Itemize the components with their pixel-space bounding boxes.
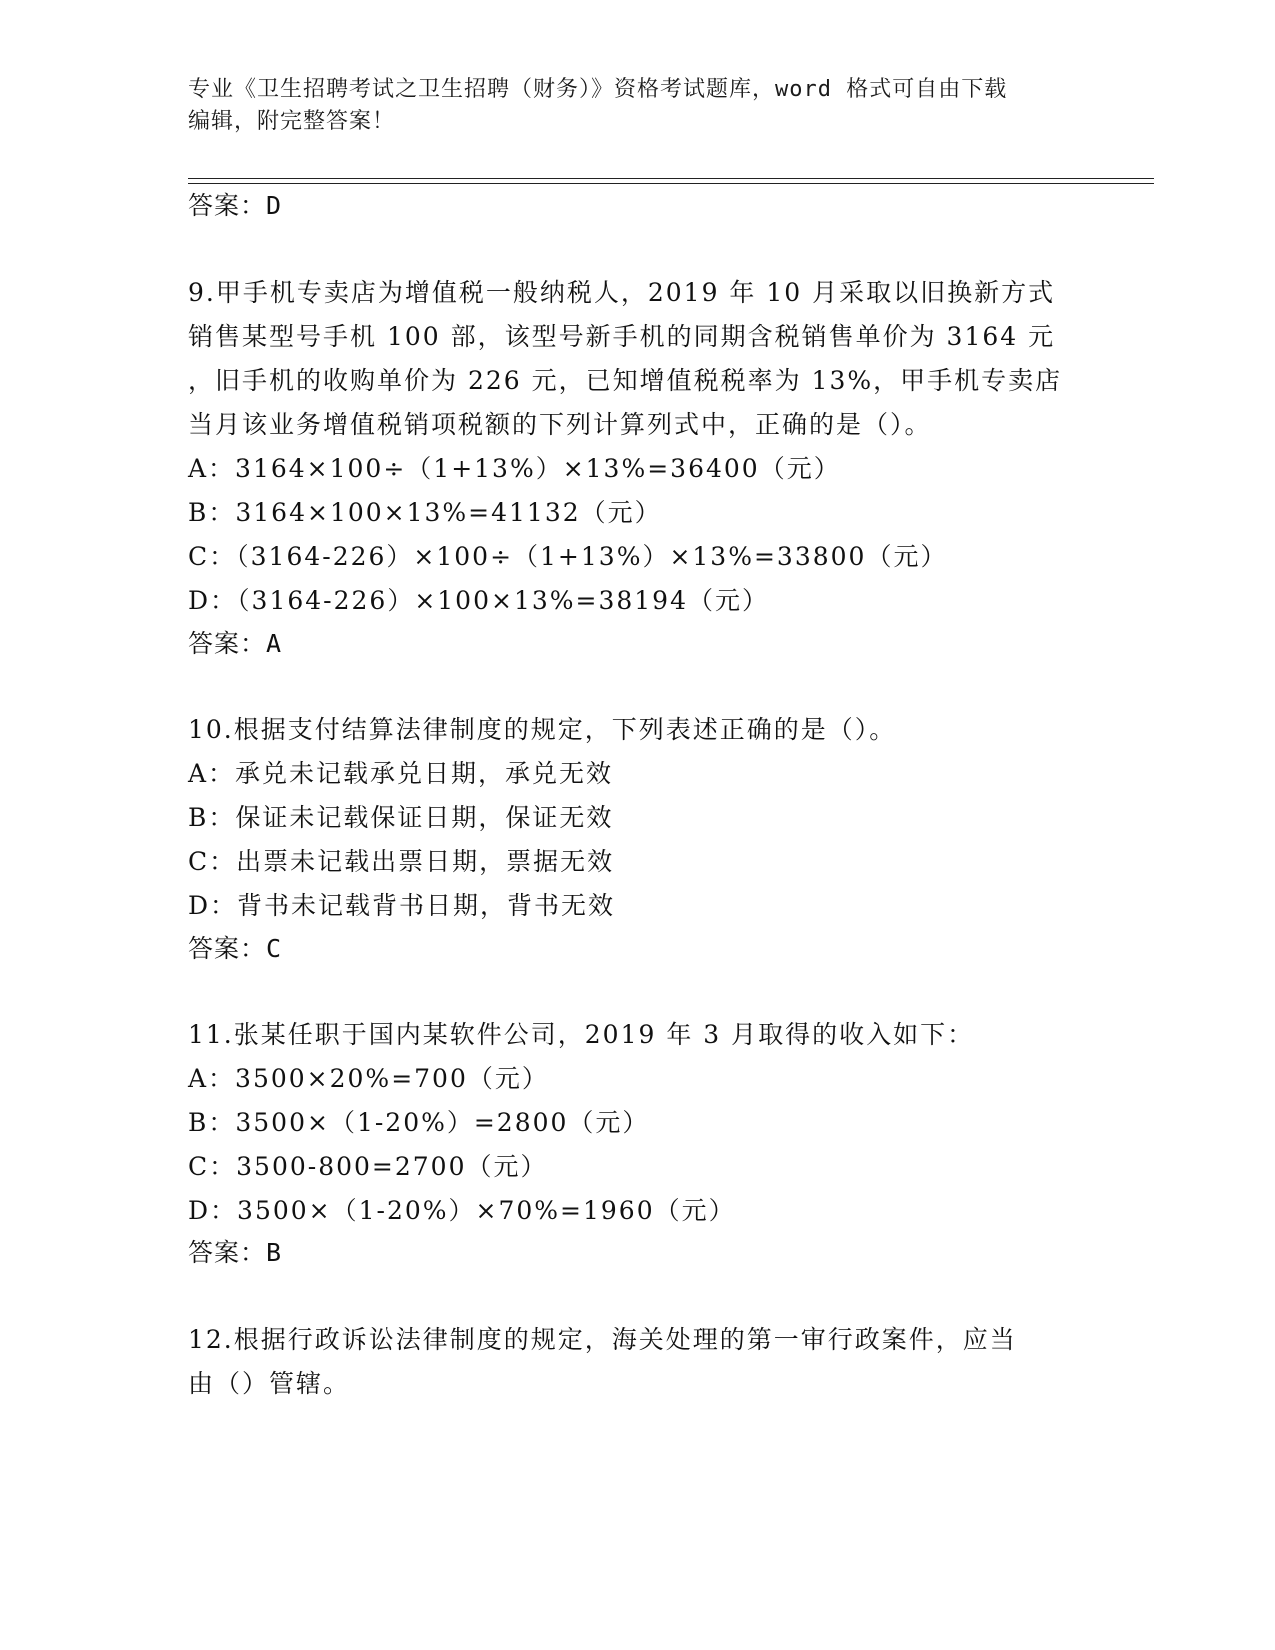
q10-option-a: A：承兑未记载承兑日期，承兑无效 <box>188 759 614 788</box>
q10-text-line-1: 10.根据支付结算法律制度的规定，下列表述正确的是（）。 <box>188 715 897 744</box>
q9-answer: 答案：A <box>188 629 283 658</box>
q12-text-line-1: 12.根据行政诉讼法律制度的规定，海关处理的第一审行政案件，应当 <box>188 1325 1017 1354</box>
q9-option-d: D：（3164-226）×100×13%=38194（元） <box>188 586 769 615</box>
q10-option-c: C：出票未记载出票日期，票据无效 <box>188 847 615 876</box>
q11-option-b: B：3500×（1-20%）=2800（元） <box>188 1108 650 1137</box>
q11-text-line-1: 11.张某任职于国内某软件公司，2019 年 3 月取得的收入如下： <box>188 1020 975 1049</box>
q10-option-b: B：保证未记载保证日期，保证无效 <box>188 803 614 832</box>
q9-option-b: B：3164×100×13%=41132（元） <box>188 498 662 527</box>
header-line-2: 编辑，附完整答案！ <box>188 109 396 134</box>
header-divider-bottom <box>188 183 1154 184</box>
q11-option-d: D：3500×（1-20%）×70%=1960（元） <box>188 1196 736 1225</box>
header-divider-top <box>188 178 1154 179</box>
q9-text-line-4: 当月该业务增值税销项税额的下列计算列式中，正确的是（）。 <box>188 410 932 439</box>
q9-text-line-2: 销售某型号手机 100 部，该型号新手机的同期含税销售单价为 3164 元 <box>188 322 1056 351</box>
q10-option-d: D：背书未记载背书日期，背书无效 <box>188 891 616 920</box>
q9-option-a: A：3164×100÷（1+13%）×13%=36400（元） <box>188 454 841 483</box>
q11-answer: 答案：B <box>188 1238 283 1267</box>
header-line-1: 专业《卫生招聘考试之卫生招聘（财务）》资格考试题库，word 格式可自由下载 <box>188 77 1008 102</box>
q9-text-line-1: 9.甲手机专卖店为增值税一般纳税人，2019 年 10 月采取以旧换新方式 <box>188 278 1056 307</box>
q9-option-c: C：（3164-226）×100÷（1+13%）×13%=33800（元） <box>188 542 948 571</box>
q12-text-line-2: 由（）管辖。 <box>188 1369 351 1398</box>
previous-answer: 答案：D <box>188 191 283 220</box>
q11-option-c: C：3500-800=2700（元） <box>188 1152 548 1181</box>
q11-option-a: A：3500×20%=700（元） <box>188 1064 549 1093</box>
document-header <box>188 74 1088 138</box>
q10-answer: 答案：C <box>188 934 283 963</box>
q9-text-line-3: ，旧手机的收购单价为 226 元，已知增值税税率为 13%，甲手机专卖店 <box>188 366 1063 395</box>
